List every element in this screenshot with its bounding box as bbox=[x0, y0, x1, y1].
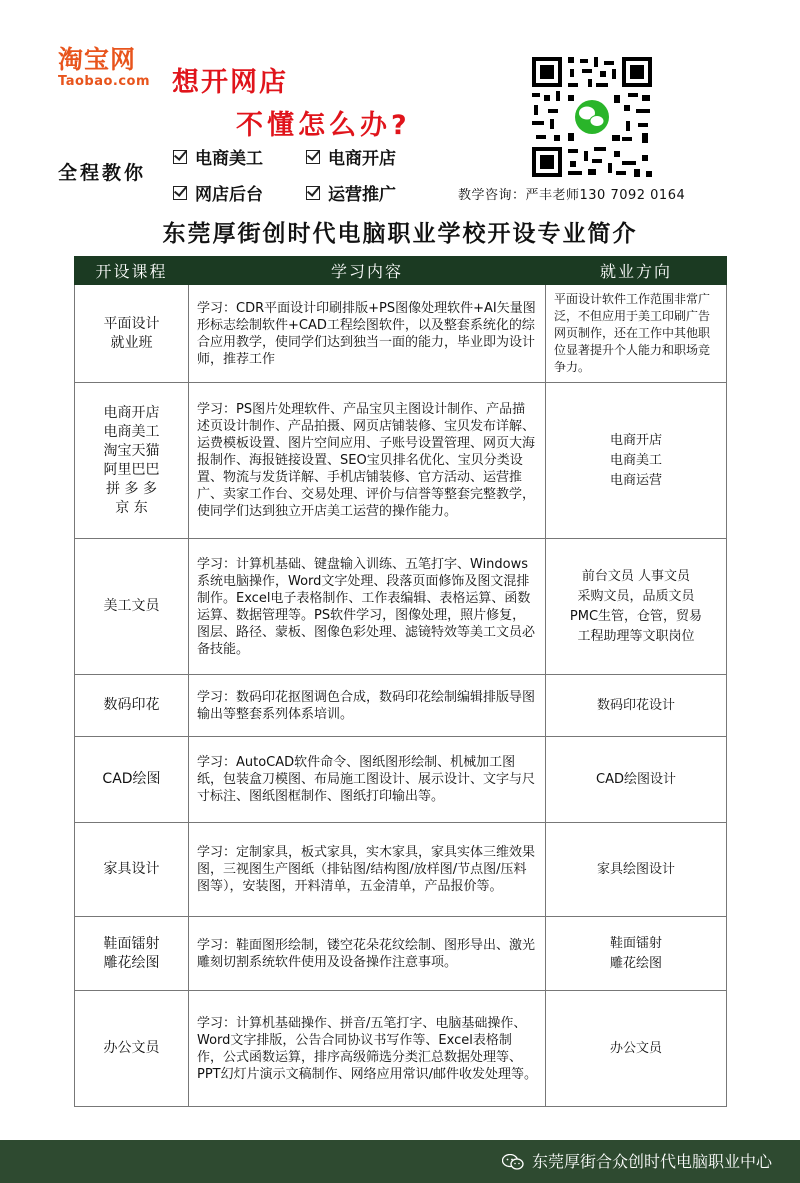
tag-label: 电商开店 bbox=[328, 149, 396, 169]
teach-label: 全程教你 bbox=[58, 162, 147, 184]
course-career bbox=[546, 737, 727, 823]
table-row bbox=[75, 675, 727, 737]
tag-label: 网店后台 bbox=[195, 185, 263, 205]
table-row bbox=[75, 737, 727, 823]
table-header-row bbox=[75, 257, 727, 285]
headline-open-store: 想开网店 bbox=[172, 67, 288, 98]
course-career bbox=[546, 991, 727, 1107]
course-content: 学习：计算机基础、键盘输入训练、五笔打字、Windows系统电脑操作，Word文字处理、段落页面修饰及图文混排制作。Excel电子表格制作、工作表编辑、表格运算、函数运算、数据管理等。PS软件学习，图像处理，照片修复，图层、路径、蒙板、图像色彩处理、滤镜特效等美工文员必备技能。 bbox=[189, 539, 546, 675]
tag-store-backend bbox=[173, 180, 263, 205]
course-name bbox=[75, 917, 189, 991]
tag-label: 运营推广 bbox=[328, 185, 396, 205]
course-career bbox=[546, 383, 727, 539]
footer-account[interactable] bbox=[502, 1140, 772, 1183]
checkbox-icon bbox=[306, 150, 320, 164]
course-career: 平面设计软件工作范围非常广泛，不但应用于美工印刷广告网页制作，还在工作中其他职位显著提升个人能力和职场竞争力。 bbox=[546, 285, 727, 383]
tag-label: 电商美工 bbox=[195, 149, 263, 169]
tag-operations-promo bbox=[306, 180, 396, 205]
course-career bbox=[546, 917, 727, 991]
course-name-text: 数码印花 bbox=[103, 697, 160, 713]
course-name-text: CAD绘图 bbox=[102, 771, 161, 787]
course-content: 学习：AutoCAD软件命令、图纸图形绘制、机械加工图纸，包装盒刀模图、布局施工图设计、展示设计、文字与尺寸标注、图纸图框制作、图纸打印输出等。 bbox=[189, 737, 546, 823]
course-career-text: 数码印花设计 bbox=[596, 697, 675, 713]
wechat-icon bbox=[502, 1154, 524, 1170]
course-name bbox=[75, 675, 189, 737]
course-name bbox=[75, 991, 189, 1107]
course-career-text: 鞋面镭射 雕花绘图 bbox=[609, 935, 662, 971]
table-row bbox=[75, 917, 727, 991]
course-career-text: 家具绘图设计 bbox=[596, 861, 675, 877]
header-career: 就业方向 bbox=[546, 257, 727, 285]
logo-sub-text: Taobao.com bbox=[58, 74, 151, 89]
course-career-text: 办公文员 bbox=[609, 1040, 662, 1056]
course-career bbox=[546, 823, 727, 917]
checkbox-icon bbox=[306, 186, 320, 200]
course-career bbox=[546, 539, 727, 675]
table-row bbox=[75, 539, 727, 675]
table-row bbox=[75, 991, 727, 1107]
header-content: 学习内容 bbox=[189, 257, 546, 285]
table-row bbox=[75, 823, 727, 917]
course-name-text: 美工文员 bbox=[103, 598, 160, 614]
course-name bbox=[75, 737, 189, 823]
table-row bbox=[75, 285, 727, 383]
wechat-qr-code-icon bbox=[530, 55, 654, 179]
logo-main-text: 淘宝网 bbox=[58, 45, 137, 74]
course-table bbox=[74, 256, 727, 1107]
course-career-text: 电商开店 电商美工 电商运营 bbox=[609, 432, 662, 488]
course-content: 学习：CDR平面设计印刷排版+PS图像处理软件+AI矢量图形标志绘制软件+CAD工程绘图软件，以及整套系统化的综合应用教学，使同学们达到独当一面的能力，毕业即为设计师，推荐工作 bbox=[189, 285, 546, 383]
course-name bbox=[75, 285, 189, 383]
table-row bbox=[75, 383, 727, 539]
course-name bbox=[75, 383, 189, 539]
course-content: 学习：定制家具，板式家具，实木家具，家具实体三维效果图，三视图生产图纸（排钻图/结构图/放样图/节点图/压料图等），安装图，开料清单，五金清单，产品报价等。 bbox=[189, 823, 546, 917]
course-name-text: 鞋面镭射 雕花绘图 bbox=[103, 935, 160, 971]
course-career-text: 前台文员 人事文员 采购文员，品质文员 PMC生管，仓管，贸易 工程助理等文职岗位 bbox=[569, 568, 703, 644]
taobao-logo bbox=[58, 46, 168, 89]
contact-info: 教学咨询：严丰老师130 7092 0164 bbox=[458, 188, 686, 203]
course-name-text: 办公文员 bbox=[103, 1040, 160, 1056]
course-content: 学习：数码印花抠图调色合成，数码印花绘制编辑排版导图输出等整套系列体系培训。 bbox=[189, 675, 546, 737]
footer-account-name: 东莞厚街合众创时代电脑职业中心 bbox=[531, 1152, 772, 1171]
course-name bbox=[75, 823, 189, 917]
tag-ecommerce-design bbox=[173, 144, 263, 169]
course-name-text: 电商开店 电商美工 淘宝天猫 阿里巴巴 拼 多 多 京 东 bbox=[103, 404, 160, 516]
course-content: 学习：计算机基础操作、拼音/五笔打字、电脑基础操作、Word文字排版，公告合同协议书写作等、Excel表格制作，公式函数运算，排序高级筛选分类汇总数据处理等、PPT幻灯片演示文稿制作、网络应用常识/邮件收发处理等。 bbox=[189, 991, 546, 1107]
course-content: 学习：PS图片处理软件、产品宝贝主图设计制作、产品描述页设计制作、产品拍摄、网页店铺装修、宝贝发布详解、运费模板设置、图片空间应用、子账号设置管理、网页大海报制作、海报链接设置、SEO宝贝排名优化、宝贝分类设置、物流与发货详解、手机店铺装修、官方活动、运营推广、卖家工作台、交易处理、评价与信誉等整套完整教学，使同学们达到独立开店美工运营的操作能力。 bbox=[189, 383, 546, 539]
course-career bbox=[546, 675, 727, 737]
school-title: 东莞厚街创时代电脑职业学校开设专业简介 bbox=[162, 221, 638, 247]
course-career-text: CAD绘图设计 bbox=[596, 771, 676, 787]
checkbox-icon bbox=[173, 186, 187, 200]
tag-open-store bbox=[306, 144, 396, 169]
header-course: 开设课程 bbox=[75, 257, 189, 285]
course-content: 学习：鞋面图形绘制，镂空花朵花纹绘制、图形导出、激光雕刻切割系统软件使用及设备操作注意事项。 bbox=[189, 917, 546, 991]
course-name bbox=[75, 539, 189, 675]
footer-bar bbox=[0, 1140, 800, 1183]
headline-how-to: 不懂怎么办? bbox=[236, 110, 411, 141]
checkbox-icon bbox=[173, 150, 187, 164]
course-name-text: 平面设计 就业班 bbox=[103, 315, 160, 351]
course-name-text: 家具设计 bbox=[103, 861, 160, 877]
